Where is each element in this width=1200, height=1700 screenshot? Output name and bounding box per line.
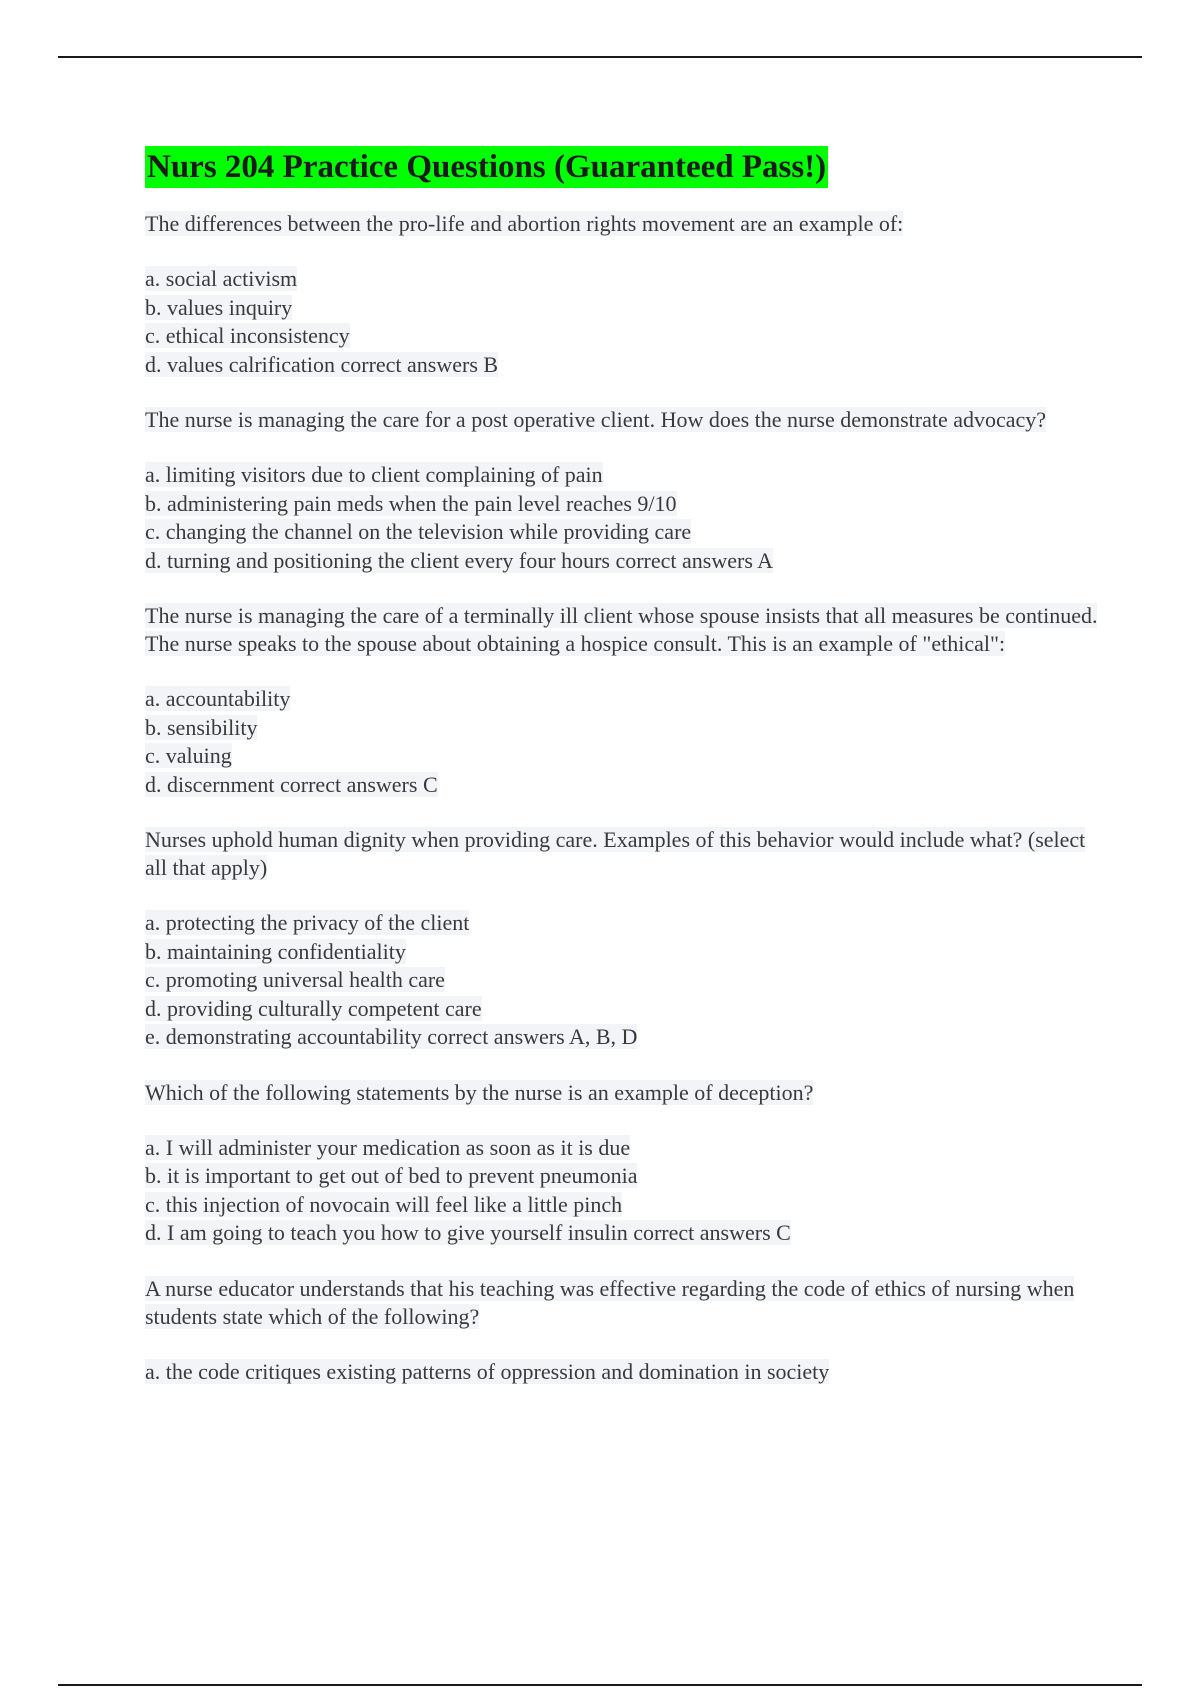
option-text: b. it is important to get out of bed to prevent pneumonia [145, 1163, 638, 1188]
option-text: d. values calrification correct answers B [145, 351, 499, 377]
option-text: d. providing culturally competent care [145, 995, 482, 1021]
option-item [145, 351, 1105, 380]
question-text: The differences between the pro-life and abortion rights movement are an example of: [145, 211, 904, 236]
option-text: a. limiting visitors due to client complaining of pain [145, 462, 603, 487]
question-text: Which of the following statements by the nurse is an example of deception? [145, 1079, 814, 1105]
option-item [145, 322, 1105, 351]
option-text: a. I will administer your medication as soon as it is due [145, 1134, 631, 1160]
option-text: b. maintaining confidentiality [145, 938, 406, 964]
document-title: Nurs 204 Practice Questions (Guaranteed Pass!) [145, 146, 828, 188]
option-item [145, 1191, 1105, 1220]
option-text: c. promoting universal health care [145, 967, 445, 992]
option-text: c. this injection of novocain will feel like a little pinch [145, 1191, 623, 1217]
option-text: a. accountability [145, 686, 291, 711]
option-text: a. protecting the privacy of the client [145, 910, 470, 935]
question-3-options [145, 685, 1105, 799]
option-item [145, 547, 1105, 576]
question-2 [145, 406, 1105, 434]
header-rule [58, 56, 1142, 58]
question-4 [145, 826, 1105, 882]
question-6 [145, 1275, 1105, 1331]
option-text: b. values inquiry [145, 294, 293, 320]
option-text: c. valuing [145, 743, 232, 768]
option-item [145, 518, 1105, 547]
option-text: b. sensibility [145, 714, 258, 740]
option-item [145, 265, 1105, 294]
question-5-options [145, 1134, 1105, 1248]
footer-rule [58, 1684, 1142, 1686]
question-text: Nurses uphold human dignity when providing care. Examples of this behavior would include what? (select all that apply) [145, 827, 1086, 880]
option-item [145, 966, 1105, 995]
question-5 [145, 1079, 1105, 1107]
option-text: d. I am going to teach you how to give yourself insulin correct answers C [145, 1220, 791, 1245]
option-item [145, 1358, 1105, 1387]
option-item [145, 1134, 1105, 1163]
question-1-options [145, 265, 1105, 379]
document-body [145, 146, 1105, 1413]
option-text: b. administering pain meds when the pain level reaches 9/10 [145, 490, 677, 516]
option-item [145, 1162, 1105, 1191]
option-item [145, 1023, 1105, 1052]
question-1 [145, 210, 1105, 238]
option-item [145, 995, 1105, 1024]
question-2-options [145, 461, 1105, 575]
option-item [145, 461, 1105, 490]
option-text: c. changing the channel on the television while providing care [145, 519, 692, 544]
option-item [145, 490, 1105, 519]
option-item [145, 294, 1105, 323]
question-3 [145, 602, 1105, 658]
question-4-options [145, 909, 1105, 1052]
option-item [145, 685, 1105, 714]
option-item [145, 938, 1105, 967]
option-item [145, 909, 1105, 938]
option-text: c. ethical inconsistency [145, 323, 350, 348]
option-text: e. demonstrating accountability correct answers A, B, D [145, 1024, 638, 1049]
question-text: The nurse is managing the care for a post operative client. How does the nurse demonstrate advocacy? [145, 407, 1047, 432]
question-text: A nurse educator understands that his teaching was effective regarding the code of ethics of nursing when students state which of the following? [145, 1275, 1075, 1329]
option-item [145, 714, 1105, 743]
option-item [145, 1219, 1105, 1248]
option-item [145, 742, 1105, 771]
question-text: The nurse is managing the care of a terminally ill client whose spouse insists that all measures be continued. The nurse speaks to the spouse about obtaining a hospice consult. This is an example of "ethical": [145, 603, 1098, 656]
option-text: a. social activism [145, 266, 298, 291]
option-text: a. the code critiques existing patterns of oppression and domination in society [145, 1358, 830, 1384]
option-text: d. discernment correct answers C [145, 771, 438, 797]
question-6-options [145, 1358, 1105, 1387]
option-text: d. turning and positioning the client every four hours correct answers A [145, 547, 774, 573]
option-item [145, 771, 1105, 800]
